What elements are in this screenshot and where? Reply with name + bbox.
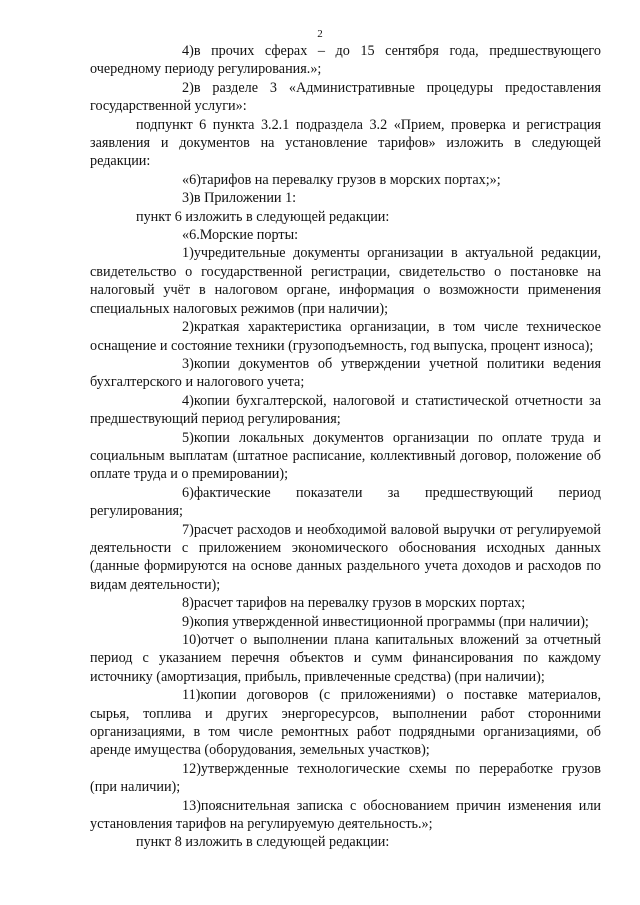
paragraph <box>90 318 601 355</box>
paragraph-text: копии документов об утверждении учетной политики ведения бухгалтерского и налогового учета; <box>90 355 601 391</box>
paragraph <box>90 484 601 521</box>
paragraph-number: «6) <box>182 171 201 188</box>
paragraph-text: в Приложении 1: <box>193 190 297 207</box>
paragraph-text: копии договоров (с приложениями) о поставке материалов, сырья, топлива и других энергоресурсов, выполнении работ сторонними организациями, в том числе ремонтных работ подрядными организациями, об аренде имущества (оборудования, земельных участков); <box>90 687 601 759</box>
paragraph-text: пояснительная записка с обоснованием причин изменения или установления тарифов на регулируемую деятельность.»; <box>90 797 601 833</box>
paragraph <box>90 631 601 686</box>
paragraph-text: краткая характеристика организации, в том числе техническое оснащение и состояние техники (грузоподъемность, год выпуска, процент износа); <box>90 319 601 354</box>
paragraph <box>90 226 601 244</box>
paragraph-number: 4) <box>182 392 194 409</box>
paragraph-number: 10) <box>182 632 201 648</box>
paragraph-number: 4) <box>182 43 194 59</box>
paragraph-number: 11) <box>182 687 201 704</box>
paragraph-number: 8) <box>182 595 194 612</box>
paragraph-number: 2) <box>182 319 194 336</box>
paragraph <box>90 833 601 851</box>
document-body <box>90 42 601 852</box>
paragraph-number: 2) <box>182 79 194 96</box>
paragraph <box>90 613 601 631</box>
paragraph <box>90 79 601 116</box>
paragraph-text: отчет о выполнении плана капитальных вложений за отчетный период с указанием перечня объектов и сумм финансирования по каждому источнику (амортизация, прибыль, привлеченные средства) (при наличии); <box>90 632 601 685</box>
paragraph-text: учредительные документы организации в актуальной редакции, свидетельство о государственной регистрации, свидетельство о постановке на налоговый учёт в налоговом органе, информация о возможности применения специальных налоговых режимов (при наличии); <box>90 245 601 317</box>
paragraph-number: 13) <box>182 797 201 814</box>
paragraph <box>90 686 601 760</box>
paragraph <box>90 760 601 797</box>
paragraph-text: в прочих сферах – до 15 сентября года, предшествующего очередному периоду регулирования.»; <box>90 43 601 78</box>
paragraph-text: тарифов на перевалку грузов в морских портах;»; <box>200 171 501 188</box>
paragraph-text: копии бухгалтерской, налоговой и статистической отчетности за предшествующий период регулирования; <box>90 392 601 428</box>
paragraph <box>90 189 601 207</box>
paragraph-text: пункт 6 изложить в следующей редакции: <box>136 208 390 225</box>
paragraph-text: Морские порты: <box>199 227 299 244</box>
paragraph <box>90 355 601 392</box>
paragraph-text: подпункт 6 пункта 3.2.1 подраздела 3.2 «Прием, проверка и регистрация заявления и документов на установление тарифов» изложить в следующей редакции: <box>90 116 601 170</box>
paragraph <box>90 42 601 79</box>
paragraph-number: 3) <box>182 355 194 372</box>
paragraph-number: 6) <box>182 484 194 501</box>
paragraph-text: расчет тарифов на перевалку грузов в морских портах; <box>193 595 526 612</box>
paragraph-text: копии локальных документов организации по оплате труда и социальным выплатам (штатное расписание, коллективный договор, положение об оплате труда и о премировании); <box>90 429 601 483</box>
paragraph-number: 7) <box>182 521 194 538</box>
paragraph-text: копия утвержденной инвестиционной программы (при наличии); <box>193 613 589 630</box>
paragraph-text: пункт 8 изложить в следующей редакции: <box>136 834 390 851</box>
paragraph-text: расчет расходов и необходимой валовой выручки от регулируемой деятельности с приложением экономического обоснования исходных данных (данные формируются на основе данных раздельного учета доходов и расходов по видам деятельности); <box>90 521 601 593</box>
paragraph <box>90 392 601 429</box>
paragraph <box>90 521 601 595</box>
paragraph-number: «6. <box>182 227 200 244</box>
paragraph-number: 9) <box>182 613 194 630</box>
paragraph <box>90 116 601 171</box>
paragraph <box>90 429 601 484</box>
page-number: 2 <box>317 28 323 40</box>
paragraph <box>90 594 601 612</box>
paragraph-number: 5) <box>182 429 194 446</box>
paragraph <box>90 244 601 318</box>
paragraph-number: 12) <box>182 760 201 777</box>
paragraph-text: в разделе 3 «Административные процедуры предоставления государственной услуги»: <box>90 79 601 115</box>
paragraph-number: 1) <box>182 245 194 262</box>
paragraph-text: утвержденные технологические схемы по переработке грузов (при наличии); <box>90 760 601 796</box>
paragraph-number: 3) <box>182 190 194 207</box>
paragraph <box>90 171 601 189</box>
paragraph <box>90 208 601 226</box>
paragraph <box>90 797 601 834</box>
paragraph-text: фактические показатели за предшествующий период регулирования; <box>90 484 601 520</box>
